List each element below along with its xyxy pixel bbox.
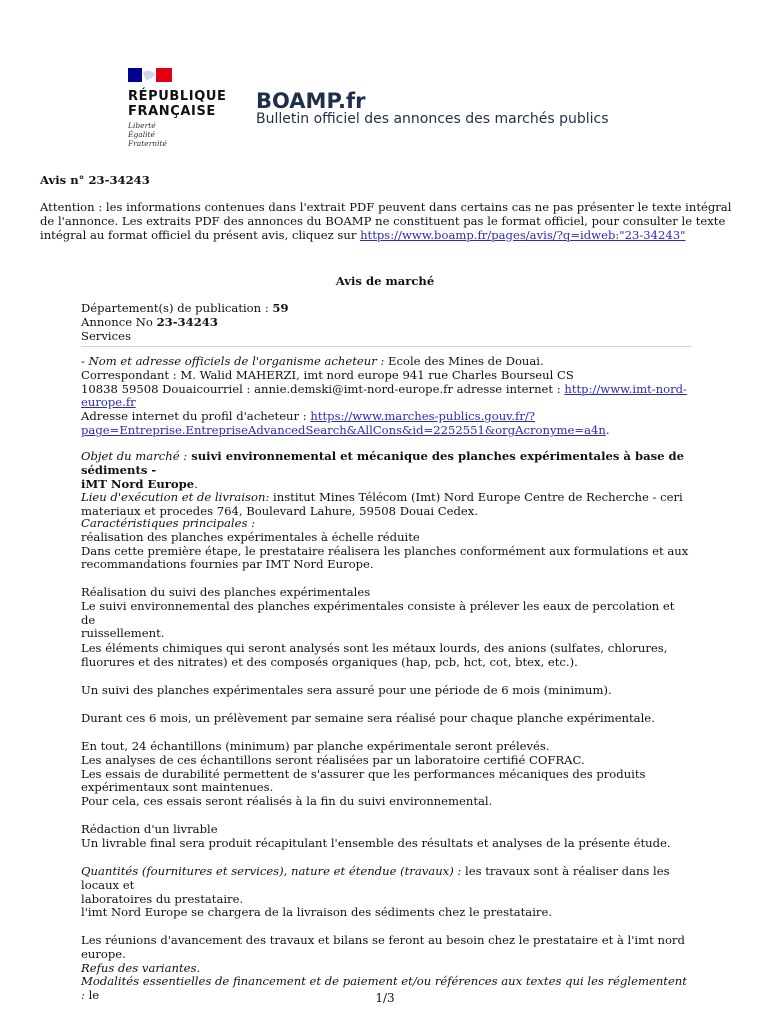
echantillons-line: Les analyses de ces échantillons seront réalisées par un laboratoire certifié COFRAC. bbox=[81, 752, 585, 767]
motto-egalite: Égalité bbox=[128, 130, 155, 139]
section-title: Avis de marché bbox=[335, 274, 435, 288]
suivi-text: Le suivi environnemental des planches expérimentales consiste à prélever les eaux de percolation et de bbox=[81, 598, 675, 627]
profile-label: Adresse internet du profil d'acheteur : bbox=[81, 409, 311, 424]
organism-label: - Nom et adresse officiels de l'organisme acheteur : bbox=[81, 354, 385, 368]
livrable-title: Rédaction d'un livrable bbox=[81, 822, 218, 836]
rf-line-2: FRANÇAISE bbox=[128, 104, 216, 119]
address-text: 10838 59508 Douaicourriel : annie.demski@imt-nord-europe.fr adresse internet : bbox=[81, 381, 565, 396]
boamp-notice-link[interactable]: https://www.boamp.fr/pages/avis/?q=idweb:"23-34243" bbox=[360, 227, 686, 242]
marianne-flag-logo bbox=[128, 68, 172, 82]
quantites-value: les travaux sont à réaliser dans les locaux et bbox=[81, 864, 670, 892]
echantillons-block bbox=[81, 740, 691, 809]
quantites-label: Quantités (fournitures et services), nature et étendue (travaux) : bbox=[81, 864, 462, 878]
echantillons-line: Pour cela, ces essais seront réalisés à la fin du suivi environnemental. bbox=[81, 794, 493, 809]
lieu-label: Lieu d'exécution et de livraison: bbox=[81, 490, 270, 505]
department-value: 59 bbox=[272, 301, 289, 315]
livrable-text: Un livrable final sera produit récapitulant l'ensemble des résultats et analyses de la présente étude. bbox=[81, 835, 671, 850]
elements-block bbox=[81, 642, 691, 670]
republique-francaise-logo bbox=[128, 89, 227, 119]
motto-liberte: Liberté bbox=[128, 121, 156, 130]
characteristics-line: Dans cette première étape, le prestataire réalisera les planches conformément aux formulations et aux bbox=[81, 543, 689, 558]
elements-text-2: fluorures et des nitrates) et des composés organiques (hap, pcb, hct, cot, btex, etc.). bbox=[81, 654, 578, 669]
duree-paragraph: Un suivi des planches expérimentales sera assuré pour une période de 6 mois (minimum). bbox=[81, 683, 612, 697]
attention-notice bbox=[40, 201, 740, 242]
quantites-line-2: laboratoires du prestataire. bbox=[81, 891, 244, 906]
lieu-value: institut Mines Télécom (Imt) Nord Europe Centre de Recherche - ceri bbox=[269, 490, 683, 505]
suivi-block bbox=[81, 586, 691, 641]
quantites-line bbox=[81, 865, 691, 893]
objet-line bbox=[81, 450, 691, 478]
suivi-title: Réalisation du suivi des planches expérimentales bbox=[81, 585, 371, 599]
republic-motto bbox=[128, 121, 167, 148]
service-type: Services bbox=[81, 328, 131, 343]
organism-block bbox=[81, 355, 691, 438]
address-line bbox=[81, 383, 691, 397]
characteristics-line: réalisation des planches expérimentales à échelle réduite bbox=[81, 529, 420, 544]
modalites-label: Modalités essentielles de financement et de paiement et/ou références aux textes qui les réglementent : bbox=[81, 974, 687, 1003]
divider bbox=[81, 346, 691, 347]
annonce-label: Annonce No bbox=[81, 314, 157, 329]
organism-website-link[interactable]: http://www.imt-nord- bbox=[564, 381, 687, 396]
echantillons-line: expérimentaux sont maintenues. bbox=[81, 780, 274, 795]
characteristics-label: Caractéristiques principales : bbox=[81, 516, 255, 530]
livrable-block bbox=[81, 823, 691, 851]
attention-text: Attention : les informations contenues dans l'extrait PDF peuvent dans certains cas ne pas présenter le texte intégral de l'annonce. Les extraits PDF des annonces du BOAMP ne constituent pas le format officiel, pour consulter le texte intégral au format officiel du présent avis, cliquez sur bbox=[40, 200, 732, 242]
suivi-text-2: ruissellement. bbox=[81, 626, 165, 641]
livraison-paragraph: l'imt Nord Europe se chargera de la livraison des sédiments chez le prestataire. bbox=[81, 905, 553, 919]
reunions-text-2: europe. bbox=[81, 946, 126, 961]
profile-line bbox=[81, 410, 691, 424]
profile-continuation: page=Entreprise.EntrepriseAdvancedSearch&AllCons&id=2252551&orgAcronyme=a4n. bbox=[81, 422, 610, 437]
correspondant-line: Correspondant : M. Walid MAHERZI, imt nord europe 941 rue Charles Bourseul CS bbox=[81, 367, 574, 382]
summary-block bbox=[81, 302, 691, 343]
reunions-text: Les réunions d'avancement des travaux et bilans se feront au besoin chez le prestataire et à l'imt nord bbox=[81, 933, 685, 947]
organism-line bbox=[81, 355, 691, 369]
prelevement-paragraph: Durant ces 6 mois, un prélèvement par semaine sera réalisé pour chaque planche expérimentale. bbox=[81, 711, 655, 725]
department-line bbox=[81, 302, 691, 316]
boamp-logo-title: BOAMP.fr bbox=[256, 89, 366, 113]
lieu-line bbox=[81, 491, 691, 505]
department-label: Département(s) de publication : bbox=[81, 301, 273, 315]
buyer-profile-link-cont[interactable]: page=Entreprise.EntrepriseAdvancedSearch&AllCons&id=2252551&orgAcronyme=a4n bbox=[81, 422, 606, 437]
objet-value: suivi environnemental et mécanique des planches expérimentales à base de sédiments - bbox=[81, 449, 684, 477]
rf-line-1: RÉPUBLIQUE bbox=[128, 89, 227, 104]
buyer-profile-link[interactable]: https://www.marches-publics.gouv.fr/? bbox=[310, 409, 535, 424]
characteristics-line: recommandations fournies par IMT Nord Europe. bbox=[81, 557, 374, 572]
organism-website-link-cont[interactable]: europe.fr bbox=[81, 395, 136, 410]
website-continuation bbox=[81, 396, 691, 410]
page-number: 1/3 bbox=[375, 991, 395, 1005]
objet-value-2: iMT Nord Europe bbox=[81, 476, 195, 491]
organism-name: Ecole des Mines de Douai. bbox=[384, 354, 544, 368]
modalites-value: le bbox=[84, 988, 100, 1003]
objet-block bbox=[81, 450, 691, 519]
elements-text: Les éléments chimiques qui seront analysés sont les métaux lourds, des anions (sulfates, chlorures, bbox=[81, 641, 668, 655]
lieu-line-2: materiaux et procedes 764, Boulevard Lahure, 59508 Douai Cedex. bbox=[81, 504, 479, 519]
echantillons-line: En tout, 24 échantillons (minimum) par planche expérimentale seront prélevés. bbox=[81, 739, 550, 753]
objet-label: Objet du marché : bbox=[81, 449, 188, 463]
characteristics-block bbox=[81, 517, 691, 572]
annonce-line bbox=[81, 316, 691, 330]
echantillons-line: Les essais de durabilité permettent de s'assurer que les performances mécaniques des produits bbox=[81, 766, 646, 781]
refus-variantes: Refus des variantes. bbox=[81, 960, 201, 975]
annonce-value: 23-34243 bbox=[156, 314, 218, 329]
quantites-block bbox=[81, 865, 691, 906]
boamp-logo-subtitle: Bulletin officiel des annonces des marchés publics bbox=[256, 111, 609, 127]
objet-line-2: iMT Nord Europe. bbox=[81, 476, 198, 491]
avis-number: Avis n° 23-34243 bbox=[40, 173, 150, 187]
motto-fraternite: Fraternité bbox=[128, 139, 167, 148]
